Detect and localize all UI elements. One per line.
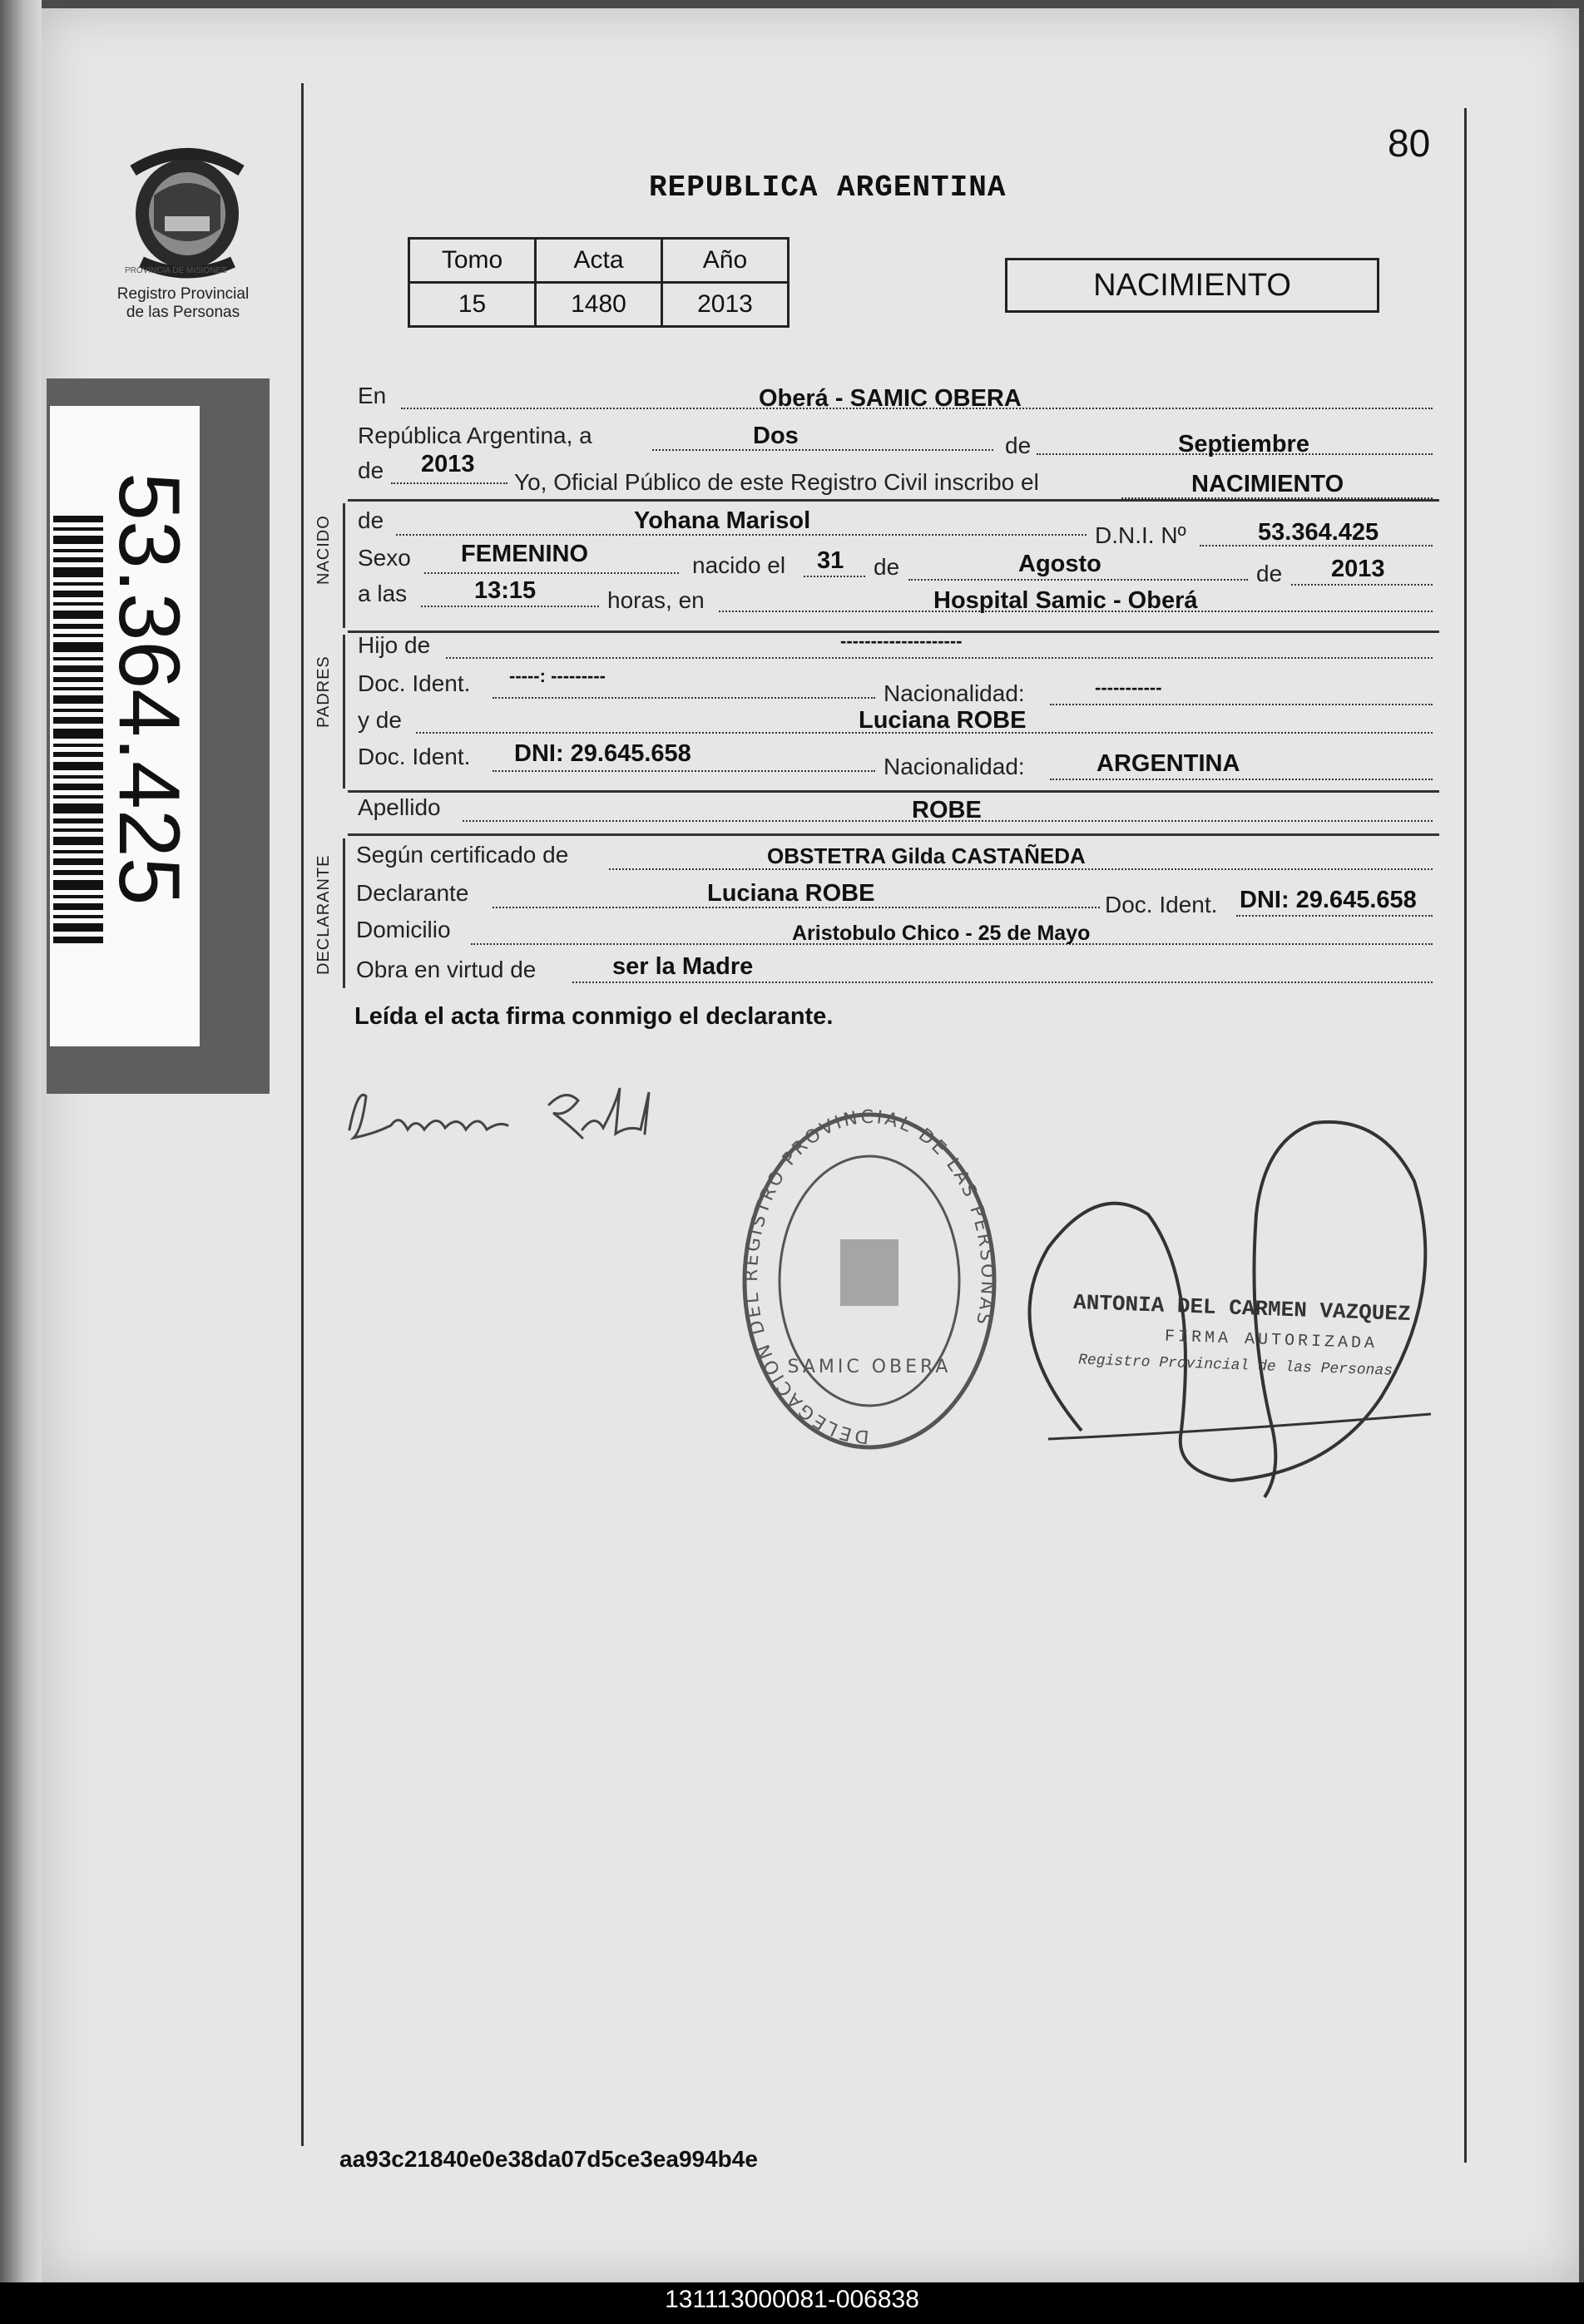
label-y-de: y de [358, 707, 402, 733]
label-apellido: Apellido [358, 794, 441, 820]
official-name: ANTONIA DEL CARMEN VAZQUEZ [1072, 1289, 1412, 1328]
label-inscribo: Yo, Oficial Público de este Registro Civil inscribo el [514, 469, 1039, 495]
label-nacionalidad-padre: Nacionalidad: [884, 680, 1025, 706]
dotline [1050, 779, 1433, 780]
dotline [1291, 584, 1433, 586]
value-madre: Luciana ROBE [859, 707, 1027, 734]
record-table-value-row [409, 283, 789, 327]
stamp-ring-text: DELEGACION DEL REGISTRO PROVINCIAL DE LAS PERSONAS [740, 1106, 998, 1447]
label-doc-ident-padre: Doc. Ident. [358, 670, 471, 696]
footer-id: 131113000081-006838 [665, 2286, 919, 2313]
dotline [493, 697, 875, 699]
dotline [424, 572, 679, 574]
record-table-value: 1480 [536, 283, 662, 327]
label-nacido-el: nacido el [692, 552, 786, 578]
label-nacionalidad-madre: Nacionalidad: [884, 754, 1025, 779]
label-de3: de [1256, 561, 1283, 586]
label-de-name: de [358, 507, 384, 533]
label-domicilio: Domicilio [356, 917, 451, 942]
value-dia-inscripcion: Dos [753, 423, 799, 449]
value-mes-nacimiento: Agosto [1018, 551, 1101, 577]
label-sexo: Sexo [358, 545, 411, 571]
country-title: REPUBLICA ARGENTINA [649, 171, 1007, 205]
record-table-value: 15 [409, 283, 536, 327]
dotline [421, 606, 599, 607]
stamp-center-text: SAMIC OBERA [787, 1357, 952, 1377]
label-doc-ident-declarante: Doc. Ident. [1105, 892, 1218, 917]
label-segun-certificado: Según certificado de [356, 842, 569, 868]
label-en: En [358, 383, 387, 408]
value-apellido: ROBE [912, 797, 982, 823]
value-anio-inscripcion: 2013 [421, 451, 475, 477]
official-title: FIRMA AUTORIZADA [1164, 1327, 1379, 1354]
dotline [493, 770, 875, 772]
logo-caption-line1: Registro Provincial [116, 285, 250, 303]
value-dia-nacimiento: 31 [817, 547, 844, 574]
label-de2: de [874, 554, 900, 580]
value-padre-nacionalidad: ----------- [1095, 677, 1162, 698]
book-spine [0, 0, 42, 2282]
value-domicilio: Aristobulo Chico - 25 de Mayo [792, 922, 1091, 945]
record-type-box: NACIMIENTO [1005, 258, 1379, 313]
label-de-year: de [358, 457, 384, 483]
document-hash: aa93c21840e0e38da07d5ce3ea994b4e [339, 2146, 758, 2172]
section-label-declarante: DECLARANTE [314, 854, 333, 975]
record-table-header: Año [662, 239, 789, 283]
registry-stamp-icon [732, 1106, 1007, 1472]
section-label-nacido: NACIDO [314, 515, 333, 585]
coat-of-arms-icon [116, 137, 258, 283]
value-madre-doc: DNI: 29.645.658 [514, 740, 691, 767]
section-bar-nacido [343, 503, 345, 628]
left-margin-line [301, 83, 304, 2146]
page-number: 80 [1388, 121, 1431, 165]
value-madre-nacionalidad: ARGENTINA [1096, 750, 1240, 777]
section-bar-declarante [343, 838, 345, 988]
closing-text: Leída el acta firma conmigo el declarante. [354, 1003, 834, 1030]
dotline [572, 982, 1433, 983]
value-declarante-doc: DNI: 29.645.658 [1240, 887, 1417, 913]
section-label-padres: PADRES [314, 655, 333, 728]
label-hijo-de: Hijo de [358, 632, 431, 658]
value-anio-nacimiento: 2013 [1331, 556, 1385, 582]
label-republica: República Argentina, a [358, 423, 592, 448]
value-dni: 53.364.425 [1258, 519, 1379, 546]
label-dni-no: D.N.I. Nº [1095, 522, 1186, 548]
record-table-header-row [409, 239, 789, 283]
dotline [446, 657, 1433, 659]
label-de: de [1005, 433, 1032, 458]
section-divider [348, 499, 1439, 502]
dotline [804, 576, 865, 577]
value-certificado: OBSTETRA Gilda CASTAÑEDA [767, 843, 1086, 868]
dotline [652, 449, 993, 451]
section-divider [348, 833, 1439, 836]
dotline [391, 482, 507, 484]
section-bar-padres [343, 635, 345, 789]
record-table-value: 2013 [662, 283, 789, 327]
label-declarante: Declarante [356, 880, 469, 906]
value-lugar-nacimiento: Hospital Samic - Oberá [933, 587, 1198, 614]
value-padre: -------------------- [840, 630, 963, 651]
label-doc-ident-madre: Doc. Ident. [358, 744, 471, 769]
dotline [1236, 915, 1433, 917]
value-declarante: Luciana ROBE [707, 880, 875, 907]
dotline [908, 579, 1248, 581]
value-tipo-inscripcion: NACIMIENTO [1191, 471, 1344, 497]
value-sexo: FEMENINO [461, 541, 589, 567]
label-horas-en: horas, en [607, 587, 705, 613]
sticker-dni-number: 53.364.425 [101, 472, 197, 906]
declarant-signature-icon [341, 1080, 666, 1155]
record-table [408, 237, 790, 328]
dotline [1050, 704, 1433, 705]
label-obra-en-virtud: Obra en virtud de [356, 957, 537, 982]
value-hora: 13:15 [474, 577, 537, 604]
logo-caption-line2: de las Personas [126, 304, 240, 321]
section-divider [348, 790, 1439, 793]
logo-text: PROVINCIA DE MISIONES [125, 266, 227, 275]
value-nombre: Yohana Marisol [634, 507, 811, 534]
value-lugar: Oberá - SAMIC OBERA [759, 385, 1022, 412]
value-obra-en-virtud: ser la Madre [612, 953, 754, 980]
barcode-icon [53, 516, 103, 948]
record-table-header: Tomo [409, 239, 536, 283]
official-office: Registro Provincial de las Personas [1077, 1352, 1393, 1380]
label-a-las: a las [358, 581, 408, 606]
value-mes-inscripcion: Septiembre [1178, 431, 1309, 457]
value-padre-doc: -----: --------- [509, 665, 606, 686]
logo-caption [83, 285, 283, 322]
record-table-header: Acta [536, 239, 662, 283]
